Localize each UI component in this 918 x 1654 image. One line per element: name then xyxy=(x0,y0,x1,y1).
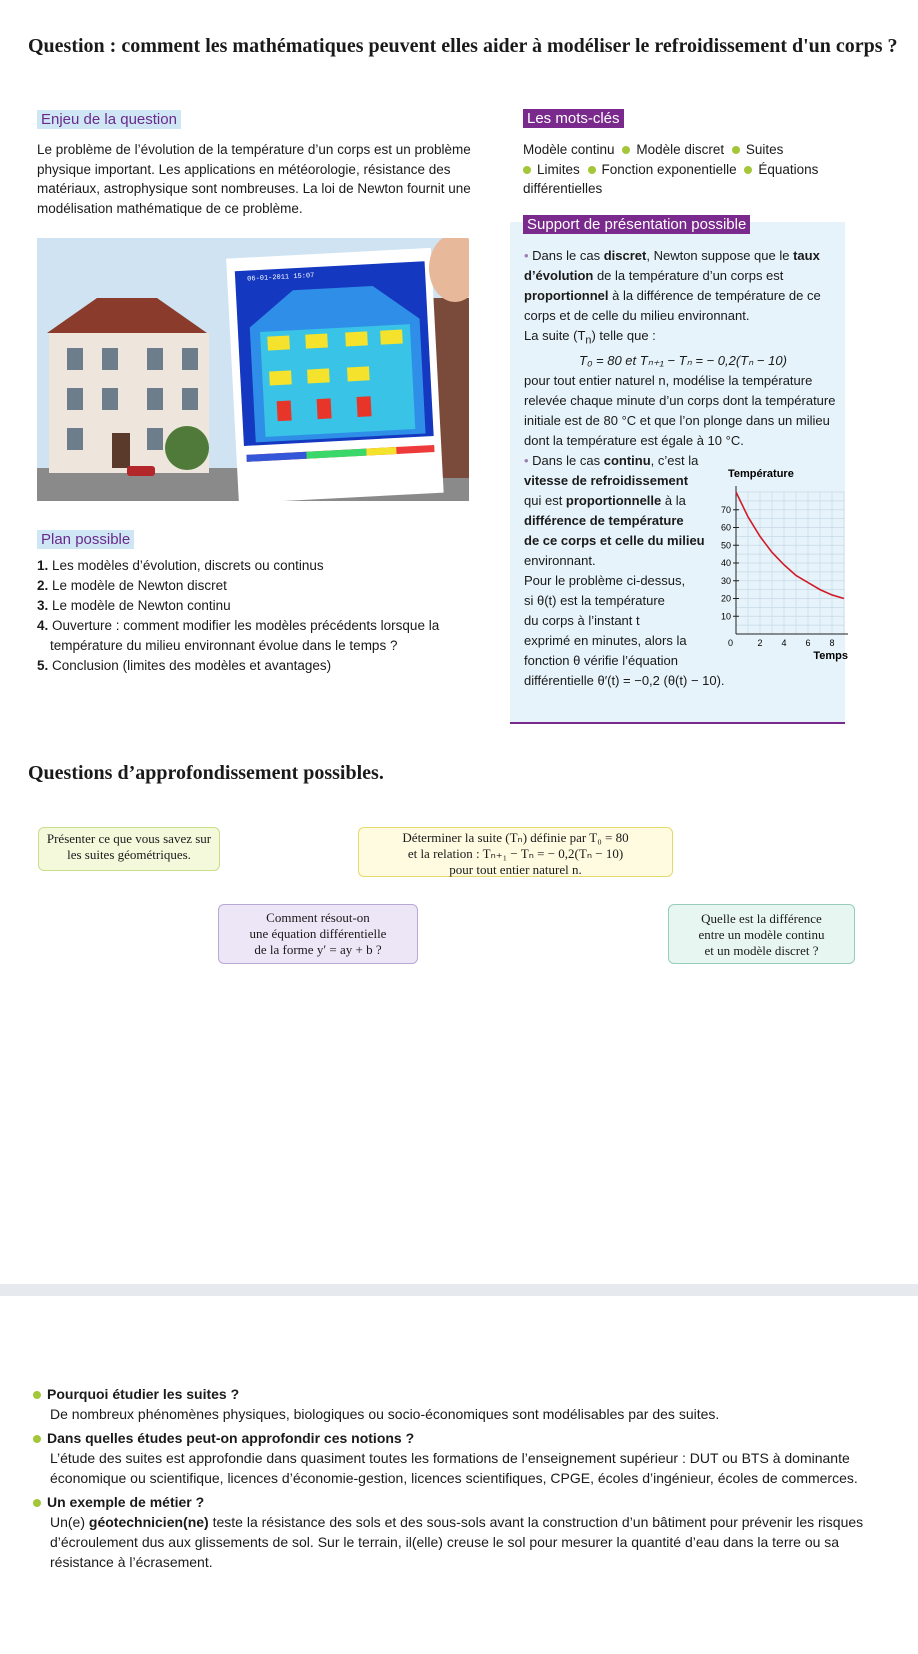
keyword-bullet-icon xyxy=(523,166,531,174)
approfondissement-title: Questions d’approfondissement possibles. xyxy=(28,762,384,784)
support-p1-e: de la température d’un corps est xyxy=(593,268,784,283)
thermal-house-photo xyxy=(37,238,469,501)
chart-x-tick-label: 2 xyxy=(757,638,763,648)
info-q1: Pourquoi étudier les suites ? xyxy=(47,1386,240,1402)
support-p1-a: Dans le cas xyxy=(532,248,604,263)
keyword-bullet-icon xyxy=(744,166,752,174)
keyword-bullet-icon xyxy=(588,166,596,174)
plan-label: Plan possible xyxy=(37,530,134,549)
plan-item: 1. Les modèles d’évolution, discrets ou continus xyxy=(37,558,324,573)
support-p1-g: à la différence de température de ce corps et de celle du milieu environnant. xyxy=(524,288,821,323)
keyword-item: Équations différentielles xyxy=(523,161,819,196)
keyword-item: Modèle discret xyxy=(636,142,725,157)
keyword-item: Suites xyxy=(745,142,784,157)
bullet-icon xyxy=(33,1499,41,1507)
chart-y-tick-label: 60 xyxy=(720,522,731,533)
chart-y-tick-label: 20 xyxy=(720,593,731,604)
chart-y-tick-label: 50 xyxy=(720,540,731,551)
mots-cles-list xyxy=(523,140,853,199)
bullet-icon: • xyxy=(524,248,533,263)
mots-cles-label: Les mots-clés xyxy=(523,109,624,128)
chart-title: Température xyxy=(728,468,794,480)
temperature-chart xyxy=(712,462,850,674)
support-label: Support de présentation possible xyxy=(523,215,750,234)
plan-item: 5. Conclusion (limites des modèles et avantages) xyxy=(37,658,332,673)
info-q3: Un exemple de métier ? xyxy=(47,1494,205,1510)
chart-x-tick-label: 4 xyxy=(781,638,787,648)
plan-list xyxy=(37,556,487,676)
info-section xyxy=(0,1296,918,1654)
support-p2: pour tout entier naturel n, modélise la température relevée chaque minute d’un corps dont la température initiale est de 80 °C et que l’on plonge dans un milieu dont la température est égale à 10 °C. xyxy=(524,372,836,448)
keyword-bullet-icon xyxy=(732,146,740,154)
info-a1: De nombreux phénomènes physiques, biologiques ou socio-économiques sont modélisables par des suites. xyxy=(50,1406,720,1422)
main-question-title: Question : comment les mathématiques peuvent elles aider à modéliser le refroidissement d'un corps ? xyxy=(28,35,898,57)
plan-item: 4. Ouverture : comment modifier les modèles précédents lorsque la température du milieu environnant évolue dans le temps ? xyxy=(37,618,440,653)
mots-cles-section xyxy=(523,110,624,128)
info-block xyxy=(33,1384,873,1572)
suite-intro: La suite $(T_n)$ telle que : xyxy=(524,328,656,347)
chart-y-tick-label: 30 xyxy=(720,575,731,586)
support-p1-f: proportionnel xyxy=(524,288,609,303)
keyword-bullet-icon xyxy=(622,146,630,154)
bullet-icon xyxy=(33,1435,41,1443)
chart-x-tick-label: 8 xyxy=(829,638,835,648)
chart-y-tick-label: 40 xyxy=(720,558,731,568)
keyword-item: Limites xyxy=(537,161,580,177)
info-a3: Un(e) géotechnicien(ne) teste la résistance des sols et des sous-sols avant la construction d’un bâtiment pour prévenir les risques d’écroulement dus aux glissements de sol. Sur le terrain, il(elle) creuse le sol pour mesurer la quantité d’eau dans la terre ou sa résistance à l’écrasement. xyxy=(50,1514,864,1570)
bullet-icon: • xyxy=(524,452,533,468)
support-p1-c: , Newton suppose que le xyxy=(646,248,794,263)
photo-date-stamp: 06-01-2011 15:07 xyxy=(247,272,315,284)
chart-x-tick-label: 6 xyxy=(805,638,811,648)
chart-origin-label: 0 xyxy=(728,638,734,648)
support-diff-eq: différentielle θ′(t) = −0,2 (θ(t) − 10). xyxy=(524,672,725,688)
support-p1-b: discret xyxy=(603,248,647,263)
chart-y-tick-label: 10 xyxy=(720,611,731,622)
chart-y-tick-label: 70 xyxy=(720,504,731,515)
question-bubble-difference: Quelle est la différence entre un modèle continu et un modèle discret ? xyxy=(668,904,855,964)
plan-item: 2. Le modèle de Newton discret xyxy=(37,578,227,593)
question-bubble-suite-tn: Déterminer la suite (Tₙ) définie par T₀ = 80 et la relation : Tₙ₊₁ − Tₙ = − 0,2(Tₙ − 10) pour tout entier naturel n. xyxy=(358,827,673,877)
support-p1-d: taux d’évolution xyxy=(524,248,820,283)
question-bubble-equation: Comment résout-on une équation différentielle de la forme y′ = ay + b ? xyxy=(218,904,418,964)
support-text: • Dans le cas discret, Newton suppose que le taux d’évolution de la température d’un corps est proportionnel à la différence de température de ce corps et de celle du milieu environnant. La suite $(T_n)$ telle que : T₀ = 80 et Tₙ₊₁ − Tₙ = − 0,2(Tₙ − 10) pour tout entier naturel n, modélise la température relevée chaque minute d’un corps dont la température initiale est de 80 °C et que l’on plonge dans un milieu dont la température est égale à 10 °C. • Dans le cas continu, c’est la vitesse de refroidissement qui est proportionnelle à la différence de température de ce corps et celle du milieu environnant. Pour le problème ci-dessus, si θ(t) est la température du corps à l’instant t exprimé en minutes, alors la fonction θ vérifie l’équation différentielle θ′(t) = −0,2 (θ(t) − 10). xyxy=(524,246,842,691)
suite-formula: T₀ = 80 et Tₙ₊₁ − Tₙ = − 0,2(Tₙ − 10) xyxy=(579,352,787,368)
info-a2: L’étude des suites est approfondie dans quasiment toutes les formations de l’enseignement supérieur : DUT ou BTS à dominante économique ou scientifique, licences d’économie-gestion, licences scientifiques, CPGE, écoles d’ingénieur, écoles de commerces. xyxy=(50,1450,858,1486)
keyword-item: Modèle continu xyxy=(523,142,615,157)
keyword-item: Fonction exponentielle xyxy=(601,161,737,177)
plan-item: 3. Le modèle de Newton continu xyxy=(37,598,231,613)
question-bubble-suites: Présenter ce que vous savez sur les suites géométriques. xyxy=(38,827,220,871)
enjeu-label: Enjeu de la question xyxy=(37,110,181,129)
info-q2: Dans quelles études peut-on approfondir ces notions ? xyxy=(47,1430,415,1446)
chart-x-label: Temps xyxy=(813,650,848,662)
enjeu-section xyxy=(37,110,181,129)
enjeu-text: Le problème de l’évolution de la température d’un corps est un problème physique important. Les applications en météorologie, résistance des matériaux, astrophysique sont nombreuses. La loi de Newton fournit une modélisation mathématique de ce problème. xyxy=(37,142,471,216)
bullet-icon xyxy=(33,1391,41,1399)
plan-section xyxy=(37,530,134,549)
